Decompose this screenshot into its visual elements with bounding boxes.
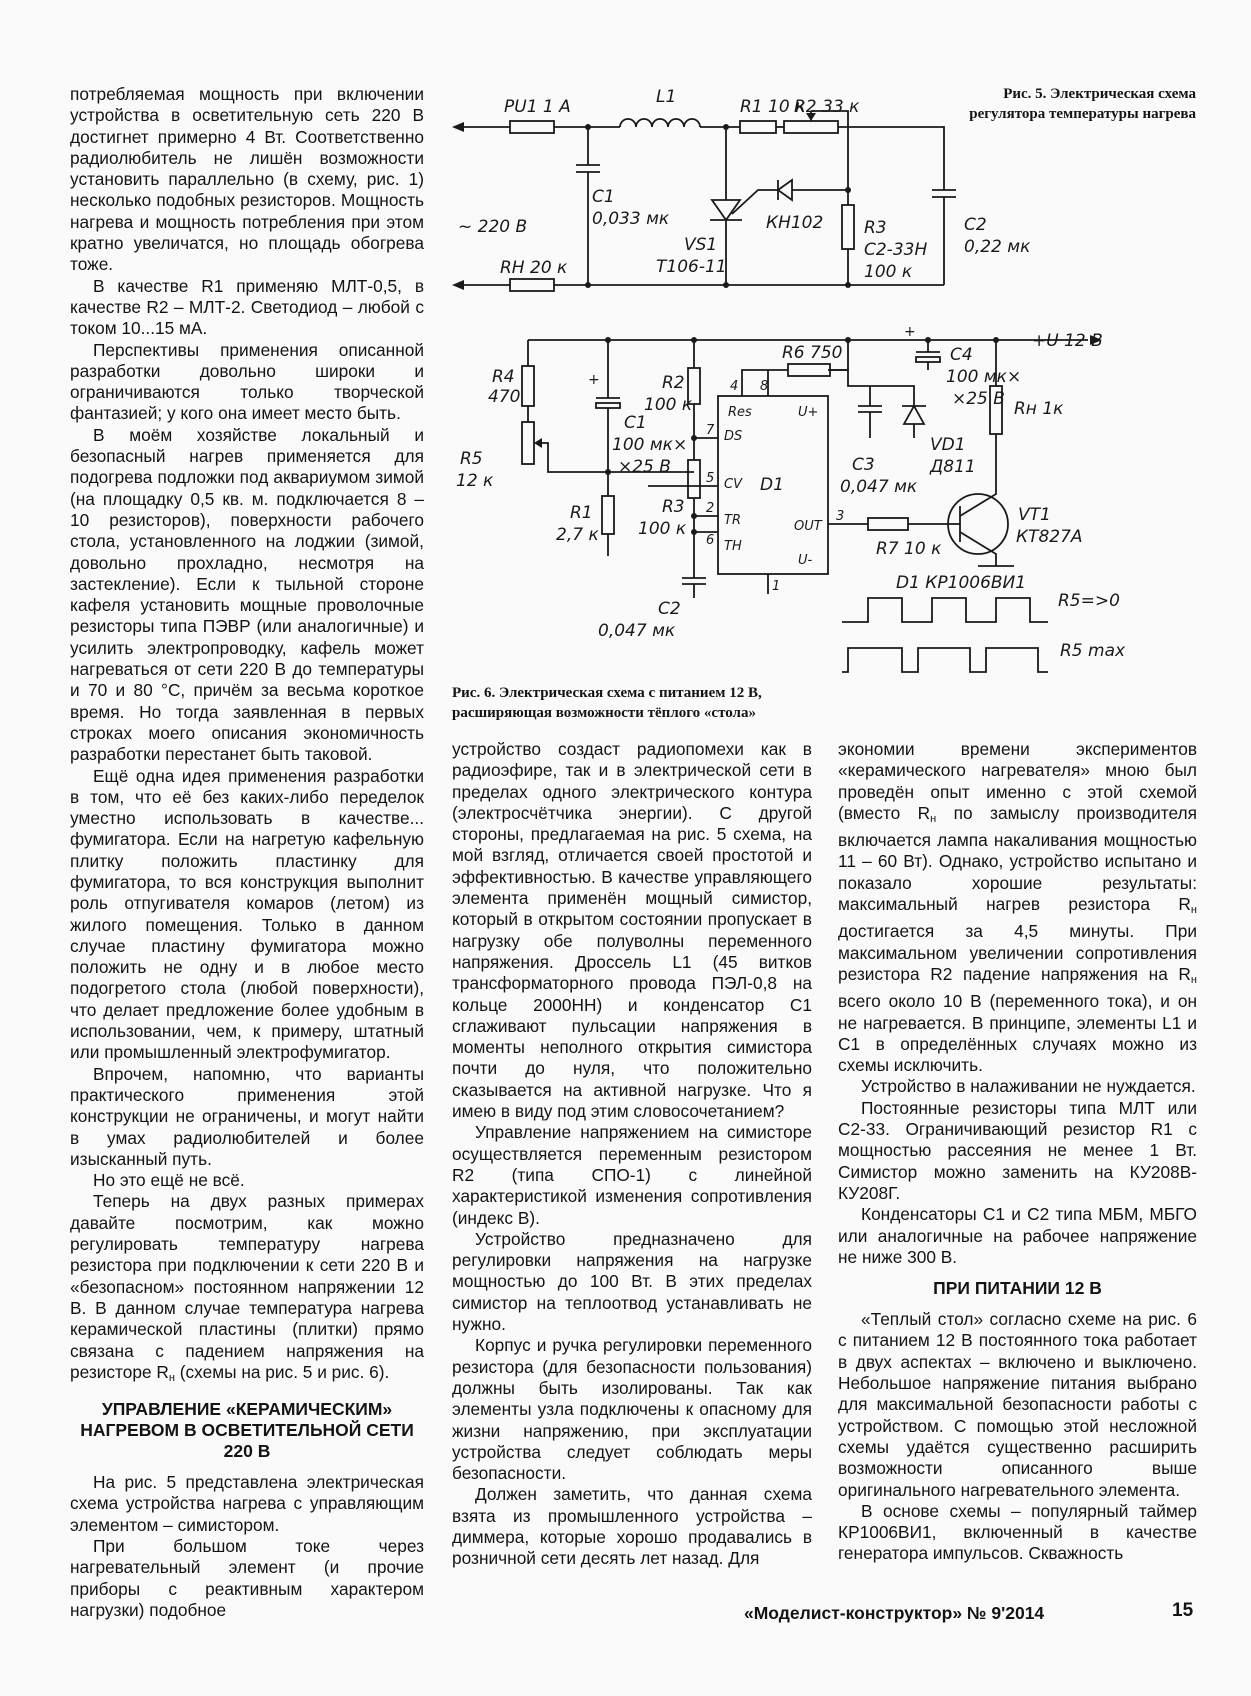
paragraph: При большом токе через нагревательный элемент (и прочие приборы с реактивным характером нагрузки) подобное: [70, 1536, 424, 1620]
paragraph: Устройство предназначено для регулировки напряжения на нагрузке мощностью до 100 Вт. В этих пределах симистор на теплоотвод устанавливать не нужно.: [452, 1228, 812, 1335]
subscript: н: [930, 812, 937, 825]
paragraph: В моём хозяйстве локальный и безопасный нагрев применяется для подогрева подложки под аквариумом зимой (на площадку 0,5 кв. м. подключается 8 – 10 резисторов), поверхности рабочего стола, установленного на лоджии (зимой, довольно прохладно, несмотря на застекление). Если к тыльной стороне кафеля установить мощные проволочные резисторы типа ПЭВР (или аналогичные) и усилить электропроводку, кафель может нагреваться от сети 220 В до температуры и 70 и 80 °С, причём за весьма короткое время. Но тогда заявленная в первых строках моего описания экономичность разработки перестанет быть таковой.: [70, 424, 424, 765]
junction: [691, 529, 697, 535]
paragraph: [70, 1191, 424, 1389]
pin-label-res: Res: [728, 405, 752, 420]
pin-6: 6: [706, 533, 715, 548]
label-r2: R2 33 к: [794, 97, 860, 117]
wire: [838, 127, 944, 190]
figure-6-caption: Рис. 6. Электрическая схема с питанием 12 В, расширяющая возможности тёплого «стола»: [452, 685, 762, 721]
zener-vd1: [904, 406, 924, 424]
label-r3-value: 100 к: [864, 262, 913, 282]
label-r5-max: R5 max: [1060, 641, 1126, 661]
plus-sign: +: [588, 372, 600, 388]
label-r3: R3: [864, 218, 887, 238]
label-l1: L1: [656, 87, 677, 107]
paragraph: Конденсаторы С1 и С2 типа МБМ, МБГО или аналогичные на рабочее напряжение не ниже 300 В.: [838, 1204, 1197, 1267]
figure-5-caption: Рис. 5. Электрическая схема регулятора температуры нагрева: [969, 86, 1196, 122]
label-vd1-type: Д811: [930, 457, 976, 477]
paragraph: Постоянные резисторы типа МЛТ или С2-33. Ограничивающий резистор R1 с мощностью рассеяния не менее 1 Вт. Симистор можно заменить на КУ208В-КУ208Г.: [838, 1097, 1197, 1203]
label-rn: Rн 1к: [1014, 399, 1064, 419]
text-run: по замыслу производителя включается лампа накаливания мощностью 11 – 60 Вт). Однако, устройство испытано и показало хорошие результаты: максимальный нагрев резистора R: [838, 802, 1197, 915]
text-run: всего около 10 В (переменного тока), и он не нагревается. В принципе, элементы L1 и С1 в определённых случаях можно из схемы исключить.: [838, 991, 1197, 1076]
section-heading: УПРАВЛЕНИЕ «КЕРАМИЧЕСКИМ» НАГРЕВОМ В ОСВЕТИТЕЛЬНОЙ СЕТИ 220 В: [80, 1399, 414, 1462]
resistor-r7: [868, 518, 908, 530]
paragraph: Должен заметить, что данная схема взята из промышленного устройства – диммера, которые хорошо продавались в розничной сети десять лет назад. Для: [452, 1484, 812, 1569]
label-d1: D1: [760, 475, 784, 495]
label-r2: R2: [662, 373, 685, 393]
label-r1: R1 10 к: [740, 97, 806, 117]
section-heading: ПРИ ПИТАНИИ 12 В: [933, 1278, 1102, 1299]
paragraph: Корпус и ручка регулировки переменного резистора (для безопасности пользования) должны быть изолированы. Так как элементы узла подключены к опасному для жизни напряжению, при эксплуатации устройства следует соблюдать меры безопасности.: [452, 1335, 812, 1484]
capacitor-c1-plate-neg: [596, 403, 620, 408]
column-1: [70, 84, 424, 1621]
label-r4: R4: [492, 367, 515, 387]
pin-label-ds: DS: [724, 429, 743, 444]
text-run: достигается за 4,5 минуты. При максимальном увеличении сопротивления резистора R2 падение напряжения на R: [838, 921, 1197, 984]
label-r3-value: 100 к: [638, 519, 687, 539]
label-vd1: VD1: [930, 435, 966, 455]
junction: [925, 337, 931, 343]
label-r6: R6 750: [782, 343, 843, 363]
label-c4-voltage: ×25 В: [952, 389, 1005, 409]
label-vs1-type: Т106-11: [656, 257, 727, 277]
subscript: н: [1190, 973, 1197, 986]
label-r5: R5: [460, 449, 483, 469]
label-r3-type: С2-33Н: [864, 240, 928, 260]
label-d1-type: D1 КР1006ВИ1: [896, 573, 1027, 593]
label-pu1: PU1 1 A: [504, 97, 571, 117]
paragraph: устройство создаст радиопомехи как в радиоэфире, так и в электрической сети в пределах одного электрического контура (электросчётчика энергии). С другой стороны, предлагаемая на рис. 5 схема, на мой взгляд, отличается своей простотой и эффективностью. В качестве управляющего элемента применён мощный симистор, который в открытом состоянии пропускает в нагрузку обе полуволны переменного напряжения. Дроссель L1 (45 витков трансформаторного провода ПЭЛ-0,8 на кольце 2000НН) и конденсатор С1 сглаживают пульсации напряжения в моменты неполного открытия симистора почти до нуля, что положительно сказывается на активной нагрузке. Что я имею в виду под этим словосочетанием?: [452, 739, 812, 1122]
wiper-arrow-icon: [534, 438, 542, 448]
wire: [828, 370, 914, 406]
label-r1: R1: [570, 503, 593, 523]
junction: [585, 282, 591, 288]
subscript: н: [1190, 904, 1197, 917]
junction: [723, 282, 729, 288]
label-c2-value: 0,047 мк: [598, 621, 676, 641]
fuse-pu1: [510, 121, 554, 133]
label-c4: C4: [950, 345, 973, 365]
label-c3-value: 0,047 мк: [840, 477, 918, 497]
plus-sign: +: [904, 324, 916, 340]
column-2: [452, 739, 812, 1570]
label-c1: C1: [624, 413, 647, 433]
arrow-left-icon: [452, 122, 464, 132]
paragraph: Устройство в налаживании не нуждается.: [861, 1076, 1196, 1097]
label-c2: C2: [964, 215, 987, 235]
pin-label-th: TH: [724, 539, 742, 554]
junction: [691, 435, 697, 441]
pulse-train-r5-zero: [842, 598, 1048, 622]
label-r5-zero: R5=>0: [1058, 591, 1120, 611]
column-3: [838, 739, 1197, 1565]
pulse-train-r5-max: [842, 648, 1048, 672]
label-r4-value: 470: [488, 387, 521, 407]
inductor-l1: [620, 119, 700, 127]
label-c1-value: 100 мк×: [612, 435, 688, 455]
pin-label-uminus: U-: [798, 553, 813, 568]
text-run: Теперь на двух разных примерах давайте посмотрим, как можно регулировать температуру нагрева резистора при подключении к сети 220 В и «безопасном» постоянном напряжении 12 В. В данном случае температура нагрева керамической пластины (плитки) прямо связана с падением напряжения на резисторе R: [70, 1191, 424, 1382]
label-c4-value: 100 мк×: [946, 367, 1022, 387]
label-rh: RН 20 к: [500, 258, 568, 278]
wire: [694, 516, 718, 532]
junction: [845, 337, 851, 343]
resistor-r1: [602, 496, 614, 534]
pin-label-tr: TR: [724, 513, 741, 528]
junction: [845, 282, 851, 288]
paragraph: Впрочем, напомню, что варианты практического применения этой конструкции не ограничены, и могут найти в умах радиолюбителей и более изысканный путь.: [70, 1063, 424, 1169]
page-number: 15: [1172, 1600, 1194, 1621]
label-c1-value: 0,033 мк: [592, 209, 670, 229]
wiper: [540, 443, 608, 472]
pin-8: 8: [760, 379, 769, 394]
label-c3: C3: [852, 455, 875, 475]
figure-5-schematic: [448, 80, 1031, 330]
junction: [723, 124, 729, 130]
junction: [691, 513, 697, 519]
paragraph: Но это ещё не всё.: [93, 1170, 245, 1191]
paragraph: [838, 739, 1197, 1076]
text-run: (схемы на рис. 5 и рис. 6).: [174, 1361, 390, 1382]
junction: [845, 187, 851, 193]
resistor-r4: [522, 366, 534, 406]
figure-6-schematic: [448, 326, 1208, 726]
resistor-r3: [842, 205, 854, 249]
pin-3: 3: [836, 509, 845, 524]
diac-triangle: [778, 180, 792, 200]
resistor-r2: [784, 121, 838, 133]
paragraph: В качестве R1 применяю МЛТ-0,5, в качестве R2 – МЛТ-2. Светодиод – любой с током 10...15 мА.: [70, 275, 424, 339]
label-vs1: VS1: [684, 235, 718, 255]
subscript: н: [168, 1371, 175, 1384]
label-ac: ~ 220 В: [458, 217, 528, 237]
pin-2: 2: [706, 501, 715, 516]
resistor-r1: [740, 121, 776, 133]
capacitor-c4-plate-neg: [916, 357, 940, 362]
paragraph: Перспективы применения описанной разработки довольно широки и ограничиваются только творческой фантазией; у кого она имеет место быть.: [70, 339, 424, 424]
junction: [585, 124, 591, 130]
label-c2-value: 0,22 мк: [964, 237, 1031, 257]
resistor-r5: [522, 422, 534, 464]
resistor-r6: [788, 364, 830, 376]
pin-7: 7: [706, 423, 715, 438]
label-c2: C2: [658, 599, 681, 619]
label-r2-value: 100 к: [644, 395, 693, 415]
junction: [691, 337, 697, 343]
label-vplus: +U 12 В: [1032, 331, 1103, 351]
text-run: экономии времени экспериментов «керамического нагревателя» мною был проведён опыт именно с этой схемой (вместо R: [838, 739, 1197, 823]
label-vt1-type: КТ827А: [1016, 527, 1083, 547]
pin-5: 5: [706, 471, 715, 486]
paragraph: Ещё одна идея применения разработки в том, что её без каких-либо переделок уместно использовать в качестве... фумигатора. Если на нагретую кафельную плитку положить пластинку для фумигатора, то вся конструкция выполнит роль отпугивателя комаров (летом) из жилого помещения. Только в данном случае пластину фумигатора можно положить не одну и в любое место подогретого стола (любой поверхности), что делает предложение более удобным в использовании, чем, к примеру, штатный или промышленный электрофумигатор.: [70, 765, 424, 1063]
resistor-r3: [688, 460, 700, 498]
label-c1: C1: [592, 187, 615, 207]
label-vt1: VT1: [1018, 505, 1051, 525]
paragraph: Управление напряжением на симисторе осуществляется переменным резистором R2 (типа СПО-1) с линейной характеристикой изменения сопротивления (индекс В).: [452, 1122, 812, 1228]
journal-title: «Моделист-конструктор» № 9'2014: [744, 1603, 1045, 1623]
junction: [993, 337, 999, 343]
pin-1: 1: [772, 579, 781, 594]
resistor-rh: [510, 279, 554, 291]
junction: [605, 337, 611, 343]
paragraph: В основе схемы – популярный таймер КР1006ВИ1, включенный в качестве генератора импульсов. Скважность: [838, 1500, 1197, 1564]
label-r7: R7 10 к: [876, 539, 942, 559]
pin-label-uplus: U+: [798, 405, 819, 420]
pin-label-cv: CV: [724, 477, 742, 492]
label-r1-value: 2,7 к: [556, 525, 599, 545]
pin-4: 4: [730, 379, 739, 394]
label-kn102: КН102: [766, 213, 824, 233]
paragraph: На рис. 5 представлена электрическая схема устройства нагрева с управляющим элементом – симистором.: [70, 1472, 424, 1535]
label-r5-value: 12 к: [456, 471, 494, 491]
pin-label-out: OUT: [794, 519, 822, 534]
paragraph: потребляемая мощность при включении устройства в осветительную сеть 220 В достигнет примерно 4 Вт. Соответственно радиолюбитель не лишён возможности установить параллельно (в схему, рис. 1) несколько подобных резисторов. Мощность нагрева и мощность потребления при этом кратно увеличатся, но площадь обогрева тоже.: [70, 84, 424, 275]
paragraph: «Теплый стол» согласно схеме на рис. 6 с питанием 12 В постоянного тока работает в двух аспектах – включено и выключено. Небольшое напряжение питания выбрано для максимальной безопасности работы с устройством. С помощью этой несложной схемы удаётся существенно расширить возможности описанного выше оригинального нагревательного элемента.: [838, 1309, 1197, 1500]
label-c1-voltage: ×25 В: [618, 457, 671, 477]
label-r3: R3: [662, 497, 685, 517]
